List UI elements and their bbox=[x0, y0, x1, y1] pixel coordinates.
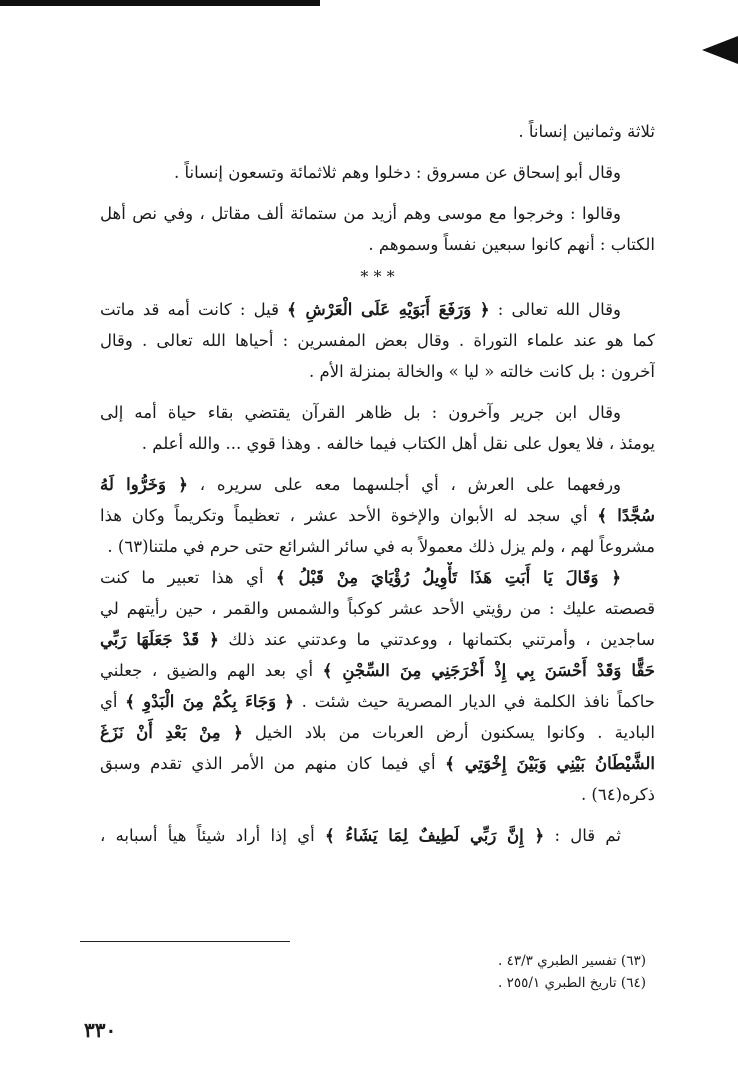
quran-verse: ﴿ وَخَرُّوا لَهُ bbox=[100, 475, 188, 494]
text-line: قصصته عليك : من رؤيتي الأحد عشر كوكباً والشمس والقمر ، حين رأيتهم لي bbox=[100, 599, 655, 618]
section-separator: * * * bbox=[360, 267, 395, 286]
quran-verse: ﴿ وَجَاءَ بِكُمْ مِنَ الْبَدْوِ ﴾ bbox=[125, 692, 294, 711]
text-line: مشروعاً لهم ، ولم يزل ذلك معمولاً به في سائر الشرائع حتى حرم في ملتنا(٦٣) . bbox=[107, 537, 655, 556]
text-line: الكتاب : أنهم كانوا سبعين نفساً وسموهم . bbox=[368, 235, 655, 254]
text-line: ورفعهما على العرش ، أي أجلسهما معه على سريره ، ﴿ وَخَرُّوا لَهُ bbox=[100, 475, 622, 494]
footnote-63: (٦٣) تفسير الطبري ٤٣/٣ . bbox=[497, 953, 646, 969]
text-line: ذكره(٦٤) . bbox=[580, 785, 655, 804]
scan-edge-line bbox=[0, 0, 320, 6]
text-line: وقال ابن جرير وآخرون : بل ظاهر القرآن يقتضي بقاء حياة أمه إلى bbox=[100, 403, 621, 422]
page-number: ٣٣٠ bbox=[84, 1018, 117, 1042]
quran-verse: ﴿ قَدْ جَعَلَهَا رَبِّي bbox=[100, 630, 219, 649]
text-line: ثم قال : ﴿ إِنَّ رَبِّي لَطِيفٌ لِمَا يَشَاءُ ﴾ أي إذا أراد شيئاً هيأ أسبابه ، bbox=[100, 826, 621, 845]
text-line: كما هو عند علماء التوراة . وقال بعض المفسرين : أحياها الله تعالى . وقال bbox=[100, 331, 655, 350]
quran-verse: سُجَّدًا ﴾ bbox=[597, 506, 655, 525]
footnote-64: (٦٤) تاريخ الطبري ٢٥٥/١ . bbox=[498, 975, 646, 991]
text-line: ﴿ وَقَالَ يَا أَبَتِ هَذَا تَأْوِيلُ رُؤْيَايَ مِنْ قَبْلُ ﴾ أي هذا تعبير ما كنت bbox=[100, 568, 621, 587]
text-line: حَقًّا وَقَدْ أَحْسَنَ بِي إِذْ أَخْرَجَنِي مِنَ السِّجْنِ ﴾ أي بعد الهم والضيق ، جعلني bbox=[100, 661, 655, 680]
text-line: وقال الله تعالى : ﴿ وَرَفَعَ أَبَوَيْهِ عَلَى الْعَرْشِ ﴾ قيل : كانت أمه قد ماتت bbox=[100, 300, 621, 319]
quran-verse: ﴿ وَرَفَعَ أَبَوَيْهِ عَلَى الْعَرْشِ ﴾ bbox=[287, 300, 490, 319]
quran-verse: ﴿ وَقَالَ يَا أَبَتِ هَذَا تَأْوِيلُ رُؤْيَايَ مِنْ قَبْلُ ﴾ bbox=[275, 568, 621, 587]
text-line: وقال أبو إسحاق عن مسروق : دخلوا وهم ثلاثمائة وتسعون إنساناً . bbox=[173, 163, 621, 182]
text-line: آخرون : بل كانت خالته « ليا » والخالة بمنزلة الأم . bbox=[309, 362, 655, 381]
text-line: سُجَّدًا ﴾ أي سجد له الأبوان والإخوة الأحد عشر ، تعظيماً وتكريماً وكان هذا bbox=[100, 506, 655, 525]
page-body bbox=[100, 116, 655, 851]
footnote-rule bbox=[80, 941, 290, 942]
quran-verse: ﴿ مِنْ بَعْدِ أَنْ نَزَغَ bbox=[100, 723, 243, 742]
text-line: ثلاثة وثمانين إنساناً . bbox=[518, 122, 655, 141]
text-line: وقالوا : وخرجوا مع موسى وهم أزيد من ستمائة ألف مقاتل ، وفي نص أهل bbox=[100, 204, 621, 223]
text-line: الشَّيْطَانُ بَيْنِي وَبَيْنَ إِخْوَتِي ﴾ أي فيما كان منهم من الأمر الذي تقدم وسبق bbox=[100, 754, 655, 773]
scan-corner-mark bbox=[702, 36, 738, 64]
quran-verse: ﴿ إِنَّ رَبِّي لَطِيفٌ لِمَا يَشَاءُ ﴾ bbox=[324, 826, 545, 845]
text-line: البادية . وكانوا يسكنون أرض العربات من بلاد الخيل ﴿ مِنْ بَعْدِ أَنْ نَزَغَ bbox=[100, 723, 655, 742]
text-line: يومئذ ، فلا يعول على نقل أهل الكتاب فيما خالفه . وهذا قوي ... والله أعلم . bbox=[141, 434, 655, 453]
text-line: حاكماً نافذ الكلمة في الديار المصرية حيث شئت . ﴿ وَجَاءَ بِكُمْ مِنَ الْبَدْوِ ﴾ أي bbox=[100, 692, 655, 711]
text-line: ساجدين ، وأمرتني بكتمانها ، ووعدتني ما وعدتني عند ذلك ﴿ قَدْ جَعَلَهَا رَبِّي bbox=[100, 630, 655, 649]
quran-verse: حَقًّا وَقَدْ أَحْسَنَ بِي إِذْ أَخْرَجَنِي مِنَ السِّجْنِ ﴾ bbox=[322, 661, 655, 680]
quran-verse: الشَّيْطَانُ بَيْنِي وَبَيْنَ إِخْوَتِي ﴾ bbox=[445, 754, 655, 773]
